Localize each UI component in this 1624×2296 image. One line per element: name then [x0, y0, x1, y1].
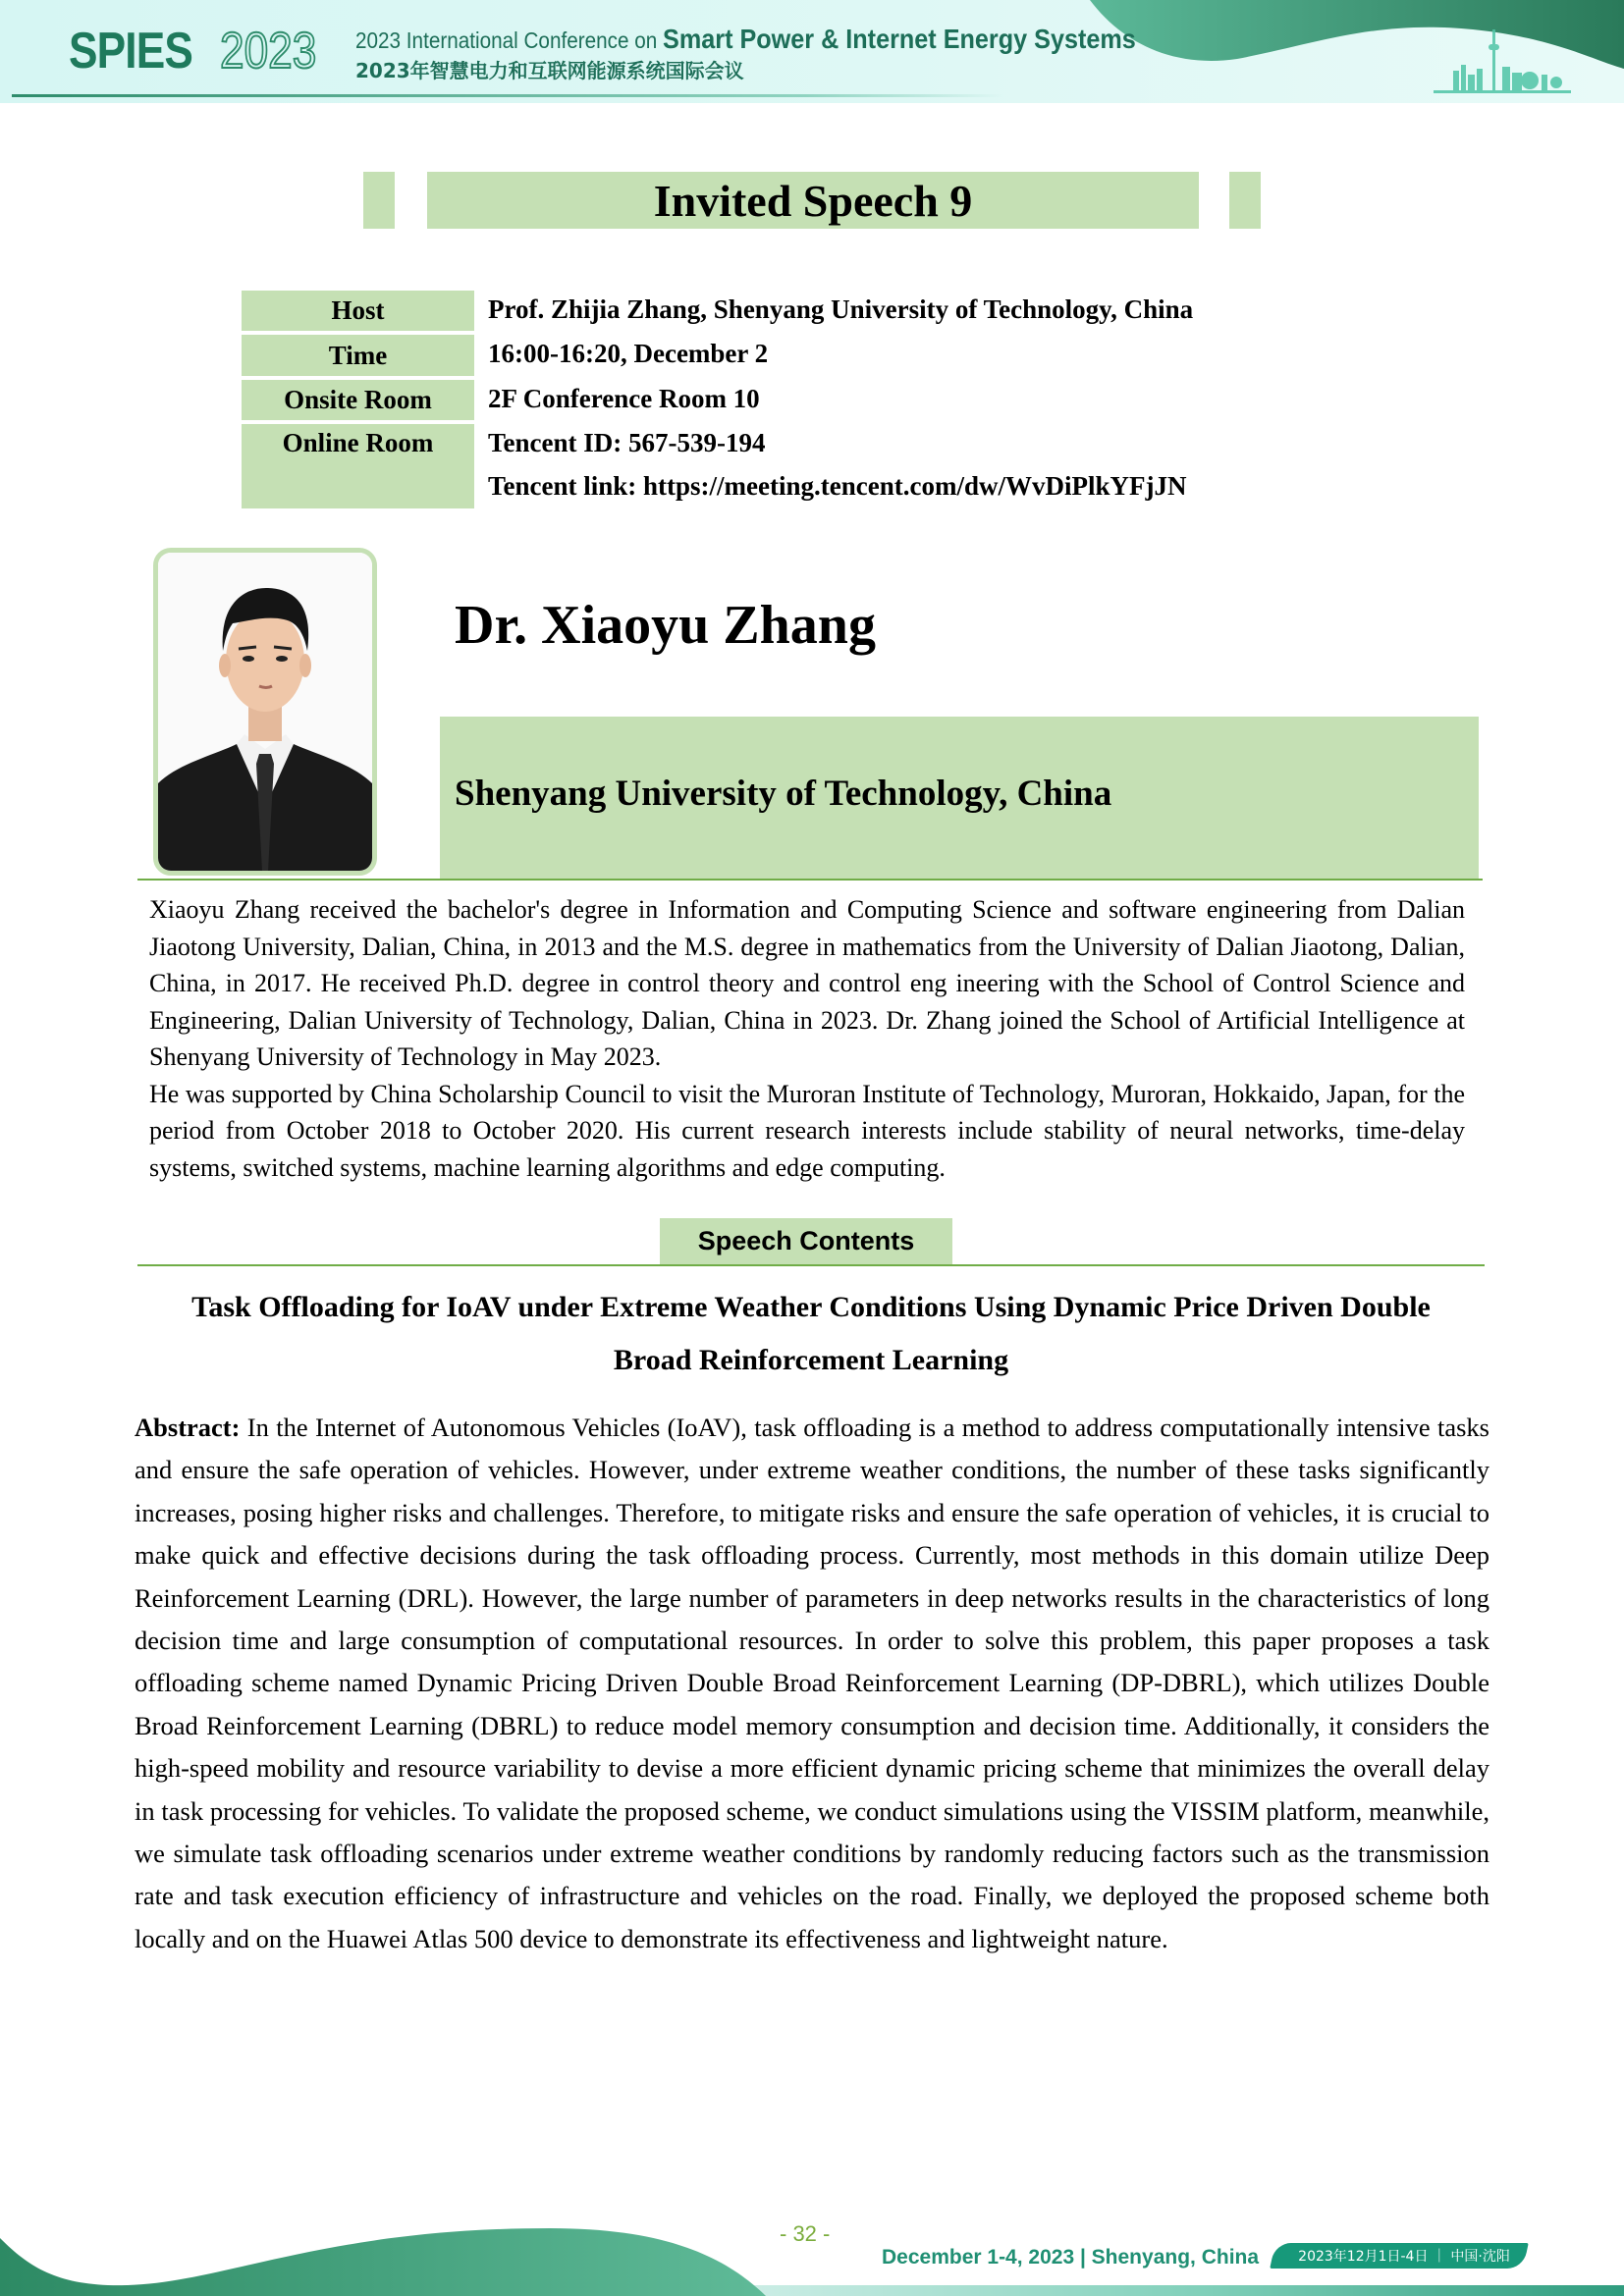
conference-name-en	[355, 24, 1136, 55]
conference-logo-year: 2023	[220, 23, 317, 80]
footer-badge-text: 2023年12月1日-4日 ｜ 中国·沈阳	[1298, 2249, 1510, 2265]
abstract-label: Abstract:	[135, 1413, 241, 1442]
info-value-host: Prof. Zhijia Zhang, Shenyang University of Technology, China	[488, 294, 1194, 324]
talk-title-line: Broad Reinforcement Learning	[613, 1344, 1009, 1376]
info-value-tencent-link[interactable]: Tencent link: https://meeting.tencent.com/dw/WvDiPlkYFjJN	[488, 471, 1187, 501]
speaker-photo	[153, 548, 377, 876]
info-label-online-room: Online Room	[242, 424, 474, 508]
footer-date-location: December 1-4, 2023 | Shenyang, China	[882, 2246, 1260, 2269]
title-banner	[427, 172, 1199, 229]
speech-contents-banner	[660, 1218, 952, 1264]
talk-title	[137, 1281, 1485, 1387]
info-value-tencent-id: Tencent ID: 567-539-194	[488, 428, 766, 457]
conference-name-cn: 2023年智慧电力和互联网能源系统国际会议	[355, 59, 744, 82]
header-wave-decoration	[1060, 0, 1624, 103]
talk-title-line: Task Offloading for IoAV under Extreme Weather Conditions Using Dynamic Price Driven Double	[191, 1291, 1431, 1323]
speaker-bio	[149, 891, 1465, 1186]
info-label-time: Time	[242, 335, 474, 376]
abstract	[135, 1407, 1489, 1960]
speech-contents-divider	[137, 1264, 1485, 1266]
info-value-onsite-room: 2F Conference Room 10	[488, 384, 760, 413]
conference-logo: SPIES	[69, 23, 192, 80]
info-value-time: 16:00-16:20, December 2	[488, 339, 769, 368]
title-bar-left-accent	[363, 172, 395, 229]
conference-name-prefix: 2023 International Conference on	[355, 27, 658, 53]
title-bar-right-accent	[1229, 172, 1261, 229]
info-label-host: Host	[242, 291, 474, 331]
info-label-onsite-room: Onsite Room	[242, 380, 474, 420]
bio-paragraph: He was supported by China Scholarship Council to visit the Muroran Institute of Technology, Muroran, Hokkaido, Japan, for the period from October 2018 to October 2020. His current research interests include stability of neural networks, time-delay systems, switched systems, machine learning algorithms and edge computing.	[149, 1079, 1465, 1182]
page-number: - 32 -	[780, 2221, 831, 2246]
speech-contents-label: Speech Contents	[697, 1226, 915, 1255]
speaker-portrait	[158, 553, 372, 871]
bio-paragraph: Xiaoyu Zhang received the bachelor's degree in Information and Computing Science and software engineering from Dalian Jiaotong University, Dalian, China, in 2013 and the M.S. degree in mathematics from the University of Dalian Jiaotong, Dalian, China, in 2017. He received Ph.D. degree in control theory and control eng ineering with the School of Control Science and Engineering, Dalian University of Technology, Dalian, China in 2023. Dr. Zhang joined the School of Artificial Intelligence at Shenyang University of Technology in May 2023.	[149, 895, 1465, 1071]
header-divider	[12, 94, 1003, 97]
section-divider	[137, 879, 1483, 881]
conference-name-main: Smart Power & Internet Energy Systems	[663, 24, 1136, 54]
page-title: Invited Speech 9	[653, 175, 973, 226]
abstract-text: In the Internet of Autonomous Vehicles (IoAV), task offloading is a method to address computationally intensive tasks and ensure the safe operation of vehicles. However, under extreme weather conditions, the number of these tasks significantly increases, posing higher risks and challenges. Therefore, to mitigate risks and ensure the safe operation of vehicles, it is crucial to make quick and effective decisions during the task offloading process. Currently, most methods in this domain utilize Deep Reinforcement Learning (DRL). However, the large number of parameters in deep networks results in the characteristics of long decision time and large consumption of computational resources. In order to solve this problem, this paper proposes a task offloading scheme named Dynamic Pricing Driven Double Broad Reinforcement Learning (DP-DBRL), which utilizes Double Broad Reinforcement Learning (DBRL) to reduce model memory consumption and decision time. Additionally, it considers the high-speed mobility and resource variability to devise a more efficient dynamic pricing scheme that minimizes the overall delay in task processing for vehicles. To validate the proposed scheme, we conduct simulations using the VISSIM platform, meanwhile, we simulate task offloading scenarios under extreme weather conditions by randomly reducing factors such as the transmission rate and task execution efficiency of infrastructure and vehicles on the road. Finally, we deployed the proposed scheme both locally and on the Huawei Atlas 500 device to demonstrate its effectiveness and lightweight nature.	[135, 1413, 1489, 1953]
speaker-name: Dr. Xiaoyu Zhang	[455, 595, 876, 656]
speaker-affiliation: Shenyang University of Technology, China	[455, 774, 1112, 814]
